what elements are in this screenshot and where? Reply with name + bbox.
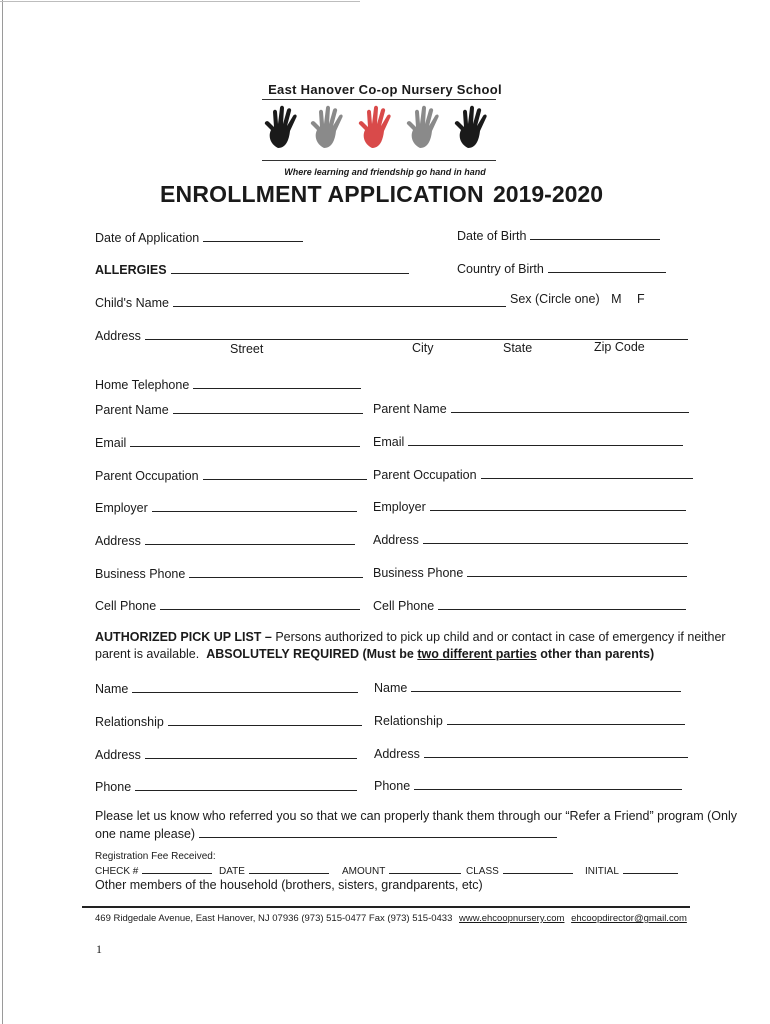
- parent2-name-field: [373, 400, 689, 416]
- pickup2-address-field: [374, 745, 688, 761]
- sex-field: [510, 292, 645, 306]
- parent2-cell-phone-label: Cell Phone: [373, 599, 435, 613]
- parent2-email-field: [373, 433, 683, 449]
- parent2-business-phone-input[interactable]: [467, 564, 687, 577]
- parent2-employer-input[interactable]: [430, 498, 686, 511]
- pickup1-phone-field: [95, 778, 357, 794]
- header-rule-bottom: [262, 160, 496, 161]
- parent2-cell-phone-input[interactable]: [438, 597, 686, 610]
- parent2-occupation-input[interactable]: [481, 466, 693, 479]
- footer-rule: [82, 906, 690, 908]
- page-title: ENROLLMENT APPLICATION: [160, 181, 484, 207]
- parent2-email-label: Email: [373, 435, 405, 449]
- school-year: 2019-2020: [493, 181, 603, 207]
- hand-prints-logo: [262, 104, 494, 152]
- child-address-input[interactable]: [145, 327, 688, 340]
- parent1-address-input[interactable]: [145, 532, 355, 545]
- street-sublabel: Street: [230, 342, 264, 356]
- pickup2-phone-input[interactable]: [414, 777, 682, 790]
- date-of-application-field: [95, 229, 303, 245]
- parent2-email-input[interactable]: [408, 433, 683, 446]
- pickup2-relationship-input[interactable]: [447, 712, 685, 725]
- parent2-business-phone-label: Business Phone: [373, 566, 464, 580]
- fee-initial-input[interactable]: [623, 864, 678, 874]
- sex-option-f[interactable]: F: [637, 292, 645, 306]
- parent2-address-input[interactable]: [423, 531, 688, 544]
- childs-name-input[interactable]: [173, 294, 506, 307]
- date-of-application-label: Date of Application: [95, 231, 200, 245]
- state-sublabel: State: [503, 341, 533, 355]
- parent1-cell-phone-input[interactable]: [160, 597, 360, 610]
- pickup-required-2: other than parents): [536, 647, 655, 661]
- pickup1-address-field: [95, 746, 357, 762]
- home-telephone-label: Home Telephone: [95, 378, 190, 392]
- childs-name-label: Child's Name: [95, 296, 169, 310]
- fee-amount-input[interactable]: [389, 864, 461, 874]
- parent2-occupation-field: [373, 466, 693, 482]
- tagline: Where learning and friendship go hand in hand: [284, 167, 486, 177]
- parent1-employer-label: Employer: [95, 501, 148, 515]
- referral-input[interactable]: [199, 825, 557, 838]
- zip-sublabel: Zip Code: [594, 340, 645, 354]
- pickup1-name-input[interactable]: [132, 680, 358, 693]
- fee-date-label: DATE: [219, 866, 245, 877]
- pickup-text-2: parent is available.: [95, 647, 200, 661]
- fee-class-input[interactable]: [503, 864, 573, 874]
- pickup1-address-label: Address: [95, 748, 141, 762]
- pickup1-phone-label: Phone: [95, 780, 132, 794]
- scan-edge-left: [2, 0, 3, 1024]
- hand-print-icon: [455, 106, 487, 148]
- referral-line-1: Please let us know who referred you so that we can properly thank them through our “Refer a Friend” program (Only: [95, 809, 737, 823]
- fee-check-field: [95, 864, 212, 877]
- referral-question: [95, 808, 737, 843]
- footer-email-link[interactable]: ehcoopdirector@gmail.com: [571, 913, 687, 924]
- parent2-employer-label: Employer: [373, 500, 426, 514]
- parent2-business-phone-field: [373, 564, 687, 580]
- pickup1-name-label: Name: [95, 682, 129, 696]
- parent1-occupation-field: [95, 467, 367, 483]
- pickup2-phone-field: [374, 777, 682, 793]
- fee-date-input[interactable]: [249, 864, 329, 874]
- parent1-business-phone-label: Business Phone: [95, 567, 186, 581]
- hand-print-icon: [407, 106, 439, 148]
- pickup2-phone-label: Phone: [374, 779, 411, 793]
- childs-name-field: [95, 294, 506, 310]
- pickup1-address-input[interactable]: [145, 746, 357, 759]
- page-number: 1: [96, 942, 102, 956]
- pickup2-name-input[interactable]: [411, 679, 681, 692]
- scan-edge-top: [0, 1, 360, 2]
- pickup2-relationship-label: Relationship: [374, 714, 443, 728]
- pickup-instructions: [95, 629, 726, 663]
- pickup2-name-label: Name: [374, 681, 408, 695]
- school-name: East Hanover Co-op Nursery School: [268, 82, 502, 97]
- pickup1-relationship-input[interactable]: [168, 713, 362, 726]
- child-address-label: Address: [95, 329, 141, 343]
- allergies-label: ALLERGIES: [95, 263, 167, 277]
- parent1-occupation-input[interactable]: [203, 467, 367, 480]
- parent1-name-field: [95, 401, 363, 417]
- pickup1-name-field: [95, 680, 358, 696]
- hand-print-icon: [311, 106, 343, 148]
- date-of-application-input[interactable]: [203, 229, 303, 242]
- pickup2-name-field: [374, 679, 681, 695]
- parent1-employer-field: [95, 499, 357, 515]
- parent2-occupation-label: Parent Occupation: [373, 468, 477, 482]
- country-of-birth-input[interactable]: [548, 260, 666, 273]
- parent1-email-input[interactable]: [130, 434, 360, 447]
- parent1-cell-phone-label: Cell Phone: [95, 599, 157, 613]
- sex-label: Sex (Circle one): [510, 292, 600, 306]
- fee-received-label: Registration Fee Received:: [95, 851, 216, 862]
- parent1-cell-phone-field: [95, 597, 360, 613]
- parent1-business-phone-field: [95, 565, 363, 581]
- pickup-heading: AUTHORIZED PICK UP LIST –: [95, 630, 272, 644]
- pickup-required-1: ABSOLUTELY REQUIRED (Must be: [206, 647, 418, 661]
- pickup2-address-input[interactable]: [424, 745, 688, 758]
- hand-print-icon: [359, 106, 391, 148]
- parent2-cell-phone-field: [373, 597, 686, 613]
- footer-website-link[interactable]: www.ehcoopnursery.com: [459, 913, 565, 924]
- parent2-employer-field: [373, 498, 686, 514]
- fee-date-field: [219, 864, 329, 877]
- home-telephone-field: [95, 376, 361, 392]
- date-of-birth-label: Date of Birth: [457, 229, 527, 243]
- fee-amount-field: [342, 864, 461, 877]
- fee-check-input[interactable]: [142, 864, 212, 874]
- allergies-input[interactable]: [171, 261, 409, 274]
- fee-initial-label: INITIAL: [585, 866, 619, 877]
- parent1-name-input[interactable]: [173, 401, 363, 414]
- fee-amount-label: AMOUNT: [342, 866, 386, 877]
- pickup-required-emphasis: two different parties: [417, 647, 537, 661]
- pickup1-relationship-label: Relationship: [95, 715, 164, 729]
- pickup1-relationship-field: [95, 713, 362, 729]
- fee-class-label: CLASS: [466, 866, 499, 877]
- date-of-birth-input[interactable]: [530, 227, 660, 240]
- parent1-email-label: Email: [95, 436, 127, 450]
- parent1-address-field: [95, 532, 355, 548]
- referral-line-2: one name please): [95, 827, 196, 841]
- country-of-birth-label: Country of Birth: [457, 262, 544, 276]
- pickup2-address-label: Address: [374, 747, 420, 761]
- pickup1-phone-input[interactable]: [135, 778, 357, 791]
- fee-class-field: [466, 864, 573, 877]
- parent1-occupation-label: Parent Occupation: [95, 469, 199, 483]
- parent2-name-label: Parent Name: [373, 402, 447, 416]
- parent2-name-input[interactable]: [451, 400, 689, 413]
- footer-contact: [95, 913, 687, 924]
- parent1-name-label: Parent Name: [95, 403, 169, 417]
- city-sublabel: City: [412, 341, 434, 355]
- home-telephone-input[interactable]: [193, 376, 361, 389]
- parent1-business-phone-input[interactable]: [189, 565, 363, 578]
- hand-print-icon: [265, 106, 297, 148]
- footer-address: 469 Ridgedale Avenue, East Hanover, NJ 07936 (973) 515-0477 Fax (973) 515-0433: [95, 913, 453, 924]
- date-of-birth-field: [457, 227, 660, 243]
- sex-option-m[interactable]: M: [611, 292, 622, 306]
- allergies-field: [95, 261, 409, 277]
- fee-initial-field: [585, 864, 678, 877]
- parent2-address-label: Address: [373, 533, 419, 547]
- pickup-text-1: Persons authorized to pick up child and or contact in case of emergency if neither: [271, 630, 726, 644]
- parent1-employer-input[interactable]: [152, 499, 357, 512]
- fee-check-label: CHECK #: [95, 866, 139, 877]
- parent2-address-field: [373, 531, 688, 547]
- pickup2-relationship-field: [374, 712, 685, 728]
- parent1-email-field: [95, 434, 360, 450]
- header-rule-top: [262, 99, 496, 100]
- country-of-birth-field: [457, 260, 666, 276]
- parent1-address-label: Address: [95, 534, 141, 548]
- household-members-label: Other members of the household (brothers, sisters, grandparents, etc): [95, 878, 483, 892]
